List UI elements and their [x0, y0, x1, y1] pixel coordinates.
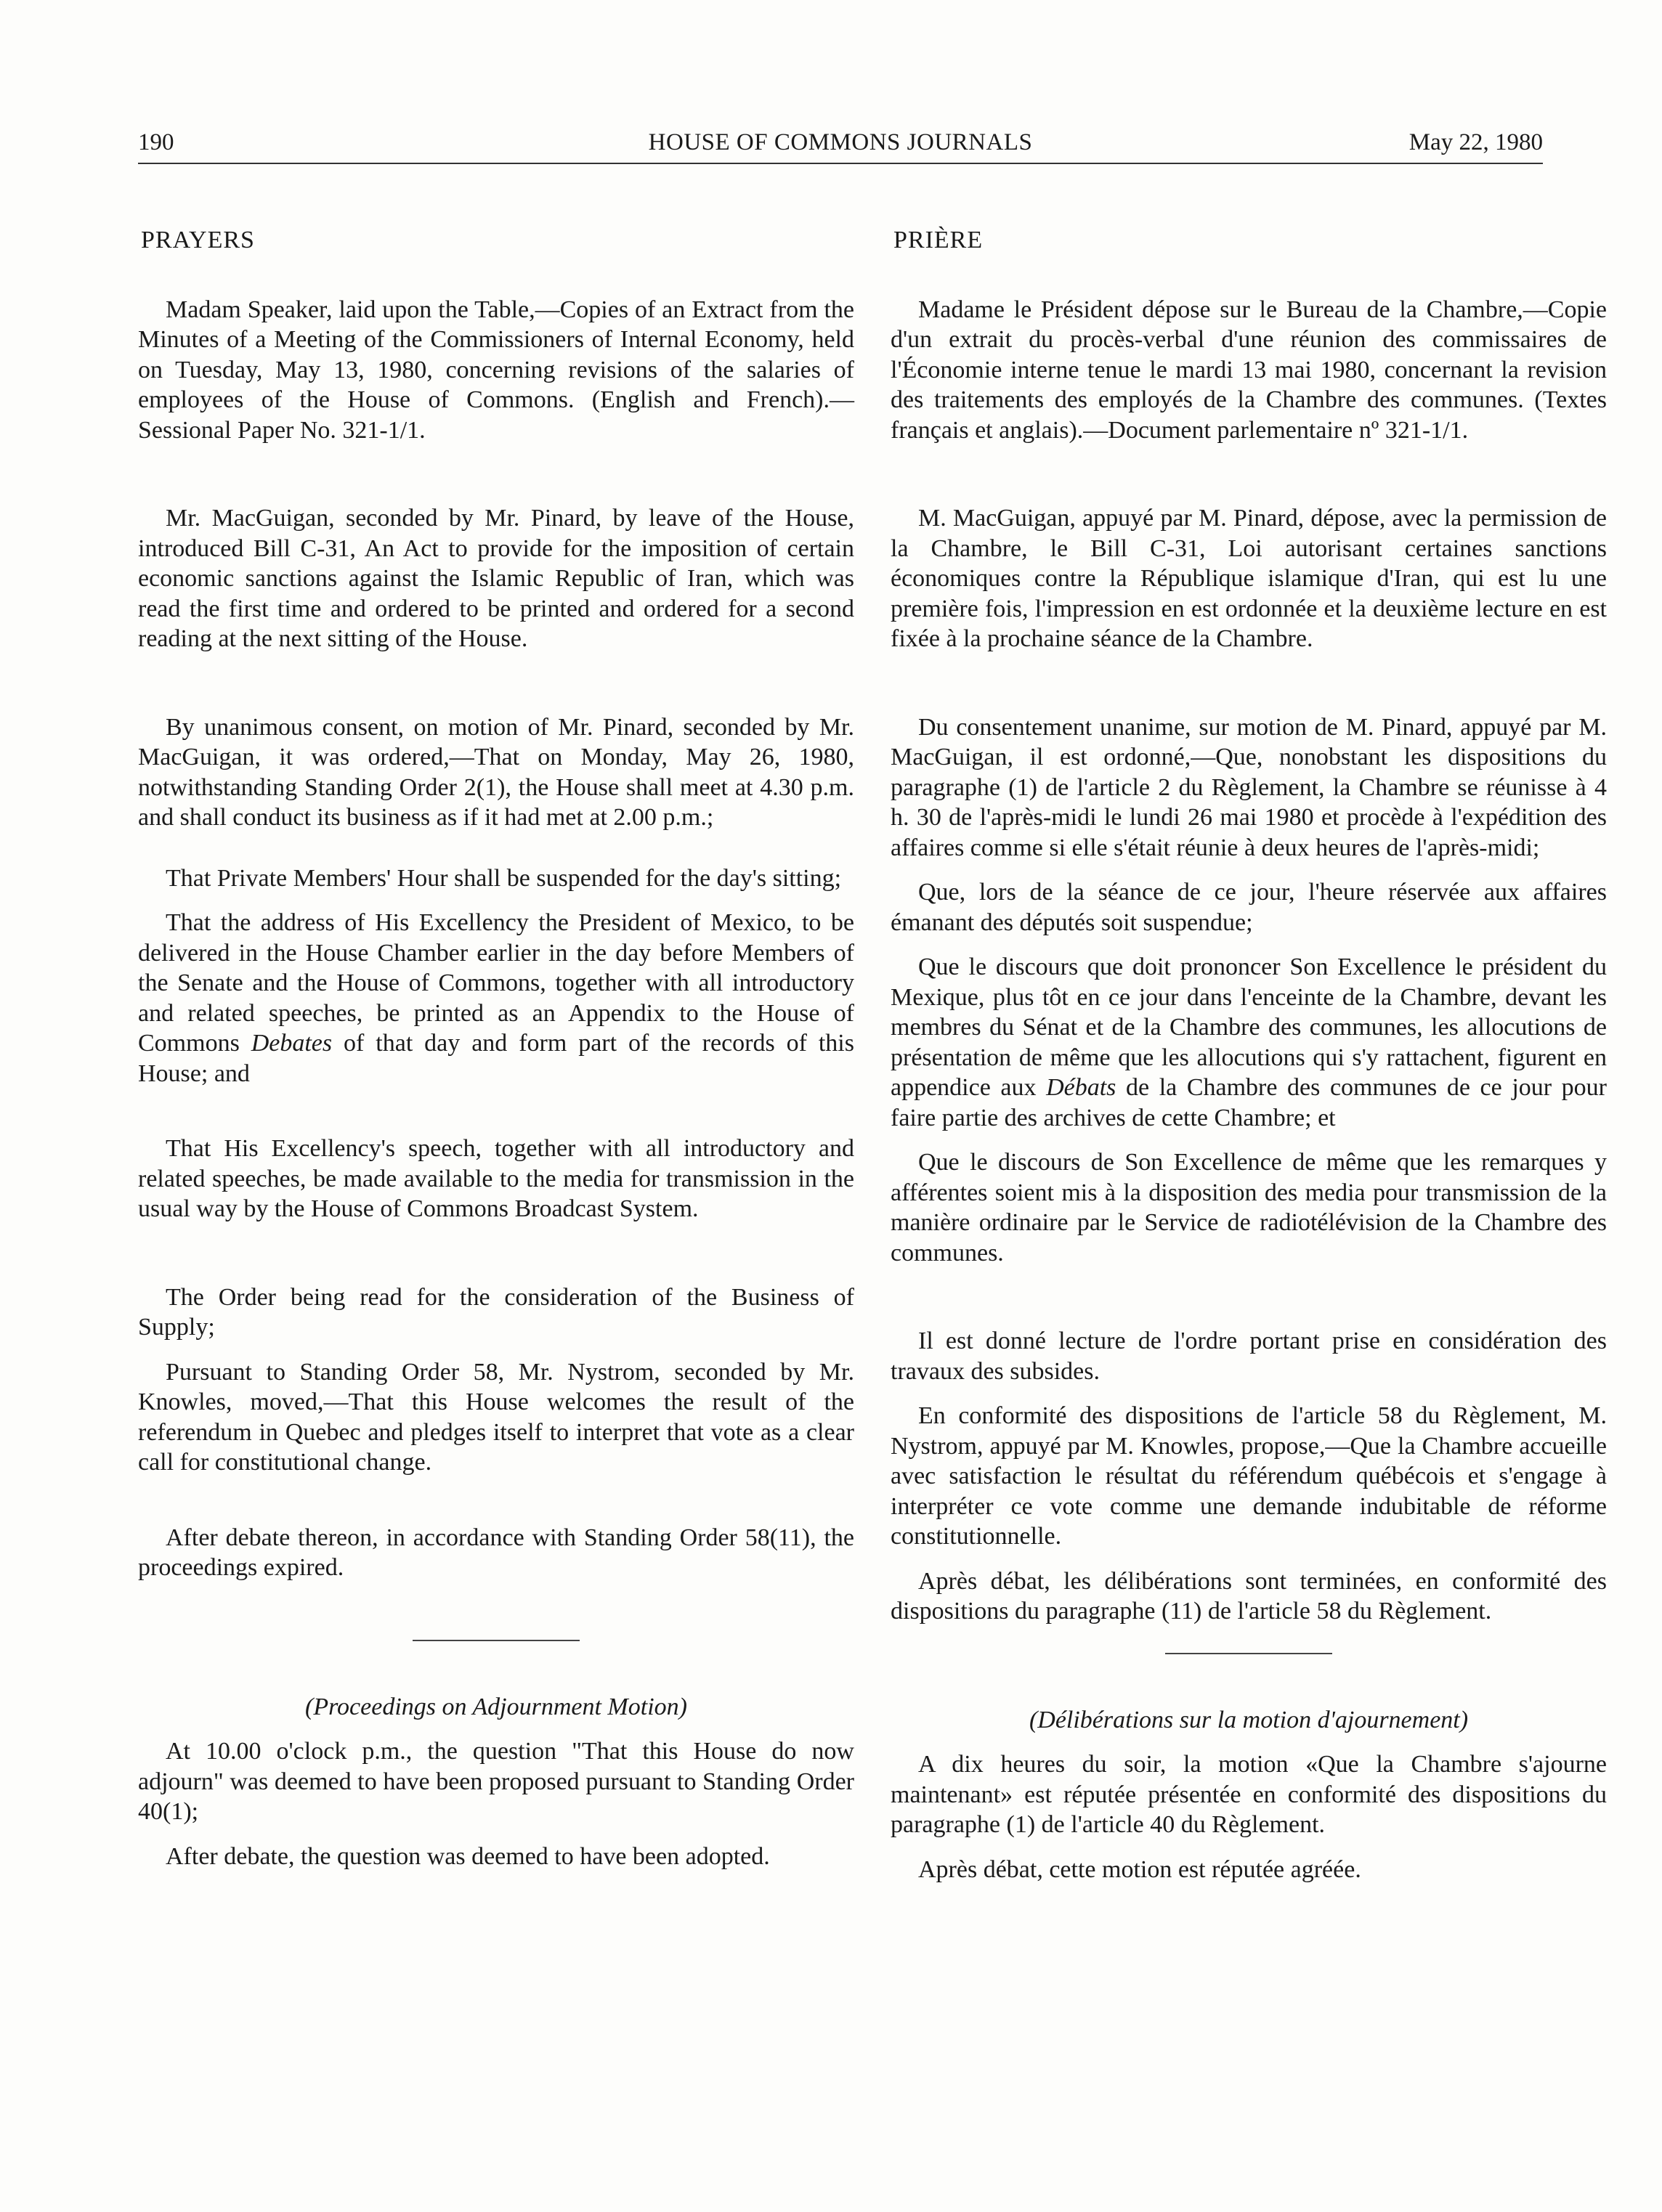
header-rule	[138, 163, 1543, 164]
paragraph: Pursuant to Standing Order 58, Mr. Nystrom, seconded by Mr. Knowles, moved,—That this House welcomes the result of the referendum in Quebec and pledges itself to interpret that vote as a clear call for constitutional change.	[138, 1358, 854, 1476]
english-column	[138, 225, 854, 1871]
paragraph: Du consentement unanime, sur motion de M. Pinard, appuyé par M. MacGuigan, il est ordonné,—Que, nonobstant les dispositions du paragraphe (1) de l'article 2 du Règlement, la Chambre se réunisse à 4 h. 30 de l'après-midi le lundi 26 mai 1980 et procède à l'expédition des affaires comme si elle s'était réunie à deux heures de l'après-midi;	[891, 713, 1607, 861]
paragraph: Après débat, les délibérations sont terminées, en conformité des dispositions du paragraphe (11) de l'article 58 du Règlement.	[891, 1567, 1607, 1625]
paragraph: Madame le Président dépose sur le Bureau de la Chambre,—Copie d'un extrait du procès-verbal d'une réunion des commissaires de l'Économie interne tenue le mardi 13 mai 1980, concernant la revision des traitements des employés de la Chambre des communes. (Textes français et anglais).—Document parlementaire nº 321-1/1.	[891, 296, 1607, 444]
journal-title: HOUSE OF COMMONS JOURNALS	[648, 129, 1033, 155]
subheading: (Proceedings on Adjournment Motion)	[305, 1693, 687, 1720]
paragraph: By unanimous consent, on motion of Mr. Pinard, seconded by Mr. MacGuigan, it was ordered,—That on Monday, May 26, 1980, notwithstanding Standing Order 2(1), the House shall meet at 4.30 p.m. and shall conduct its business as if it had met at 2.00 p.m.;	[138, 713, 854, 831]
page-number: 190	[138, 129, 174, 155]
subheading: (Délibérations sur la motion d'ajournement)	[1029, 1706, 1469, 1733]
paragraph: En conformité des dispositions de l'article 58 du Règlement, M. Nystrom, appuyé par M. Knowles, propose,—Que la Chambre accueille avec satisfaction le résultat du référendum québécois et s'engage à interpréter ce vote comme une demande indubitable de réforme constitutionnelle.	[891, 1402, 1607, 1550]
paragraph: That Private Members' Hour shall be suspended for the day's sitting;	[166, 864, 842, 892]
paragraph: Après débat, cette motion est réputée agréée.	[918, 1855, 1361, 1883]
paragraph: Il est donné lecture de l'ordre portant prise en considération des travaux des subsides.	[891, 1327, 1607, 1385]
paragraph: Madam Speaker, laid upon the Table,—Copies of an Extract from the Minutes of a Meeting of the Commissioners of Internal Economy, held on Tuesday, May 13, 1980, concerning revisions of the salaries of employees of the House of Commons. (English and French).—Sessional Paper No. 321-1/1.	[138, 296, 854, 444]
paragraph: Que, lors de la séance de ce jour, l'heure réservée aux affaires émanant des députés soit suspendue;	[891, 879, 1607, 936]
paragraph: M. MacGuigan, appuyé par M. Pinard, dépose, avec la permission de la Chambre, le Bill C-31, Loi autorisant certaines sanctions économiques contre la République islamique d'Iran, qui est lu une première fois, l'impression en est ordonnée et la deuxième lecture en est fixée à la prochaine séance de la Chambre.	[891, 505, 1607, 652]
paragraph: The Order being read for the consideration of the Business of Supply;	[138, 1283, 854, 1341]
paragraph: That the address of His Excellency the President of Mexico, to be delivered in the House Chamber earlier in the day before Members of the Senate and the House of Commons, together with all introductory and related speeches, be printed as an Appendix to the House of Commons Debates of that day and form part of the records of this House; and	[138, 909, 854, 1087]
paragraph: Que le discours de Son Excellence de même que les remarques y afférentes soient mis à la disposition des media pour transmission de la manière ordinaire par le Service de radiotélévision de la Chambre des communes.	[891, 1149, 1607, 1266]
paragraph: A dix heures du soir, la motion «Que la Chambre s'ajourne maintenant» est réputée présentée en conformité des dispositions du paragraphe (1) de l'article 40 du Règlement.	[891, 1751, 1607, 1838]
french-column	[891, 225, 1607, 1884]
page-date: May 22, 1980	[1408, 129, 1543, 155]
section-heading: PRIÈRE	[893, 227, 984, 253]
paragraph: At 10.00 o'clock p.m., the question "That this House do now adjourn" was deemed to have been proposed pursuant to Standing Order 40(1);	[138, 1738, 854, 1825]
paragraph: Mr. MacGuigan, seconded by Mr. Pinard, by leave of the House, introduced Bill C-31, An Act to provide for the imposition of certain economic sanctions against the Islamic Republic of Iran, which was read the first time and ordered to be printed and ordered for a second reading at the next sitting of the House.	[138, 505, 854, 652]
paragraph: Que le discours que doit prononcer Son Excellence le président du Mexique, plus tôt en ce jour dans l'enceinte de la Chambre, devant les membres du Sénat et de la Chambre des communes, les allocutions de présentation de même que les allocutions qui s'y rattachent, figurent en appendice aux Débats de la Chambre des communes de ce jour pour faire partie des archives de cette Chambre; et	[891, 953, 1607, 1131]
page-header	[138, 125, 1543, 166]
paragraph: After debate thereon, in accordance with Standing Order 58(11), the proceedings expired.	[138, 1524, 854, 1581]
paragraph: After debate, the question was deemed to have been adopted.	[166, 1842, 770, 1870]
section-heading: PRAYERS	[141, 227, 255, 253]
paragraph: That His Excellency's speech, together with all introductory and related speeches, be made available to the media for transmission in the usual way by the House of Commons Broadcast System.	[138, 1135, 854, 1222]
